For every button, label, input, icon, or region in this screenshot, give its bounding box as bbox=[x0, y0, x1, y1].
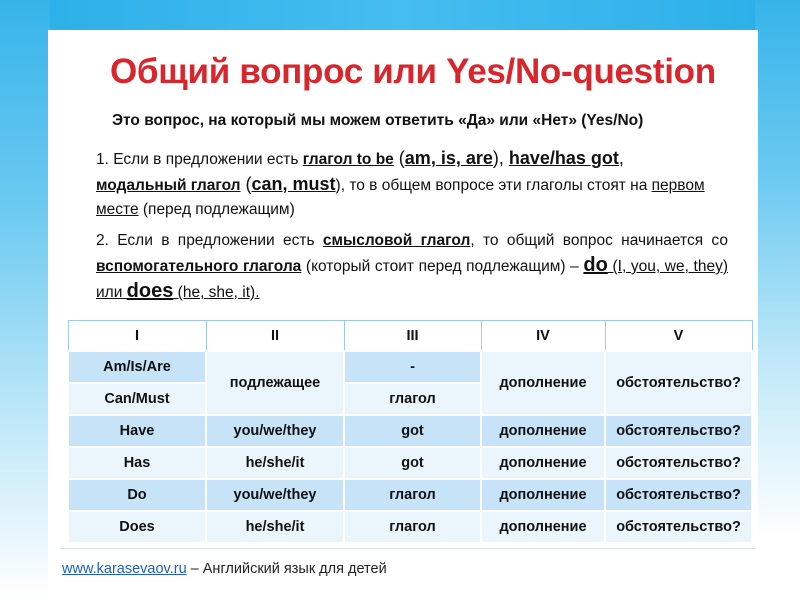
rule-1-to-be: глагол to be bbox=[302, 151, 394, 168]
table-cell: you/we/they bbox=[206, 415, 344, 447]
slide-frame-top bbox=[0, 0, 800, 30]
table-cell: обстоятельство? bbox=[605, 351, 752, 415]
table-row bbox=[68, 511, 752, 543]
footer bbox=[62, 561, 387, 577]
table-header-row bbox=[68, 321, 752, 352]
table-cell: - bbox=[344, 351, 481, 383]
table-cell: Has bbox=[68, 447, 206, 479]
rule-1-can-must: can, must bbox=[251, 174, 336, 194]
rule-2-paragraph bbox=[96, 229, 728, 305]
footer-text: – Английский язык для детей bbox=[186, 561, 387, 577]
table-cell: дополнение bbox=[481, 415, 605, 447]
rule-2-does: does bbox=[126, 280, 174, 302]
table-cell: обстоятельство? bbox=[605, 511, 752, 543]
rule-1-text: 1. Если в предложении есть bbox=[96, 151, 303, 168]
rule-1-paragraph bbox=[96, 146, 728, 222]
table-header-cell: I bbox=[68, 321, 206, 352]
table-row bbox=[68, 351, 752, 383]
rule-2-text: (he, she, it). bbox=[173, 284, 260, 301]
table-cell: дополнение bbox=[481, 447, 605, 479]
slide-frame-left bbox=[0, 0, 50, 600]
table-cell: глагол bbox=[344, 383, 481, 415]
table-row bbox=[68, 479, 752, 511]
rule-2-auxiliary: вспомогательного глагола bbox=[96, 258, 302, 275]
slide-subtitle: Это вопрос, на который мы можем ответить «Да» или «Нет» (Yes/No) bbox=[112, 112, 644, 129]
table-cell: he/she/it bbox=[206, 511, 344, 543]
footer-divider bbox=[60, 548, 756, 549]
rule-2-text: (I, you, we, they) или bbox=[96, 258, 728, 301]
table-cell: Can/Must bbox=[68, 383, 206, 415]
slide-frame-right bbox=[755, 0, 800, 600]
table-cell: got bbox=[344, 415, 481, 447]
table-cell: Have bbox=[68, 415, 206, 447]
rule-1-text: ( bbox=[240, 174, 252, 194]
rule-1-text: (перед подлежащим) bbox=[138, 201, 295, 218]
table-header-cell: III bbox=[344, 321, 481, 352]
rule-2-text: (который стоит перед подлежащим) – bbox=[301, 258, 584, 275]
rule-1-text: ( bbox=[393, 148, 405, 168]
table-cell: подлежащее bbox=[206, 351, 344, 415]
table-cell: дополнение bbox=[481, 351, 605, 415]
table-header-cell: IV bbox=[481, 321, 605, 352]
table-cell: обстоятельство? bbox=[605, 415, 752, 447]
table-header-cell: II bbox=[206, 321, 344, 352]
rule-1-modal: модальный глагол bbox=[96, 177, 241, 194]
rule-2-text: , то общий вопрос начинается со bbox=[470, 232, 728, 249]
rule-1-text: ), то в общем вопросе эти глаголы стоят на bbox=[335, 177, 652, 194]
table-cell: обстоятельство? bbox=[605, 479, 752, 511]
footer-site-link[interactable]: www.karasevaov.ru bbox=[62, 561, 187, 577]
table-cell: Does bbox=[68, 511, 206, 543]
table-cell: he/she/it bbox=[206, 447, 344, 479]
rule-1-first-place: первом месте bbox=[96, 177, 705, 218]
rule-2-do: do bbox=[583, 254, 608, 276]
rule-2-text: 2. Если в предложении есть bbox=[96, 232, 323, 249]
table-cell: глагол bbox=[344, 511, 481, 543]
word-order-table bbox=[67, 320, 753, 544]
table-row bbox=[68, 415, 752, 447]
table-cell: дополнение bbox=[481, 511, 605, 543]
rule-1-am-is-are: am, is, are bbox=[404, 148, 493, 168]
rule-1-text: , bbox=[618, 148, 624, 168]
slide-title: Общий вопрос или Yes/No-question bbox=[110, 52, 716, 91]
table-cell: дополнение bbox=[481, 479, 605, 511]
rule-2-main-verb: смысловой глагол bbox=[322, 232, 471, 249]
table-cell: you/we/they bbox=[206, 479, 344, 511]
table-cell: глагол bbox=[344, 479, 481, 511]
table-row bbox=[68, 447, 752, 479]
table-cell: Am/Is/Are bbox=[68, 351, 206, 383]
table-header-cell: V bbox=[605, 321, 752, 352]
rule-1-have-has-got: have/has got bbox=[508, 148, 619, 168]
table-cell: got bbox=[344, 447, 481, 479]
table-cell: Do bbox=[68, 479, 206, 511]
rule-1-text: ), bbox=[492, 148, 509, 168]
table-cell: обстоятельство? bbox=[605, 447, 752, 479]
